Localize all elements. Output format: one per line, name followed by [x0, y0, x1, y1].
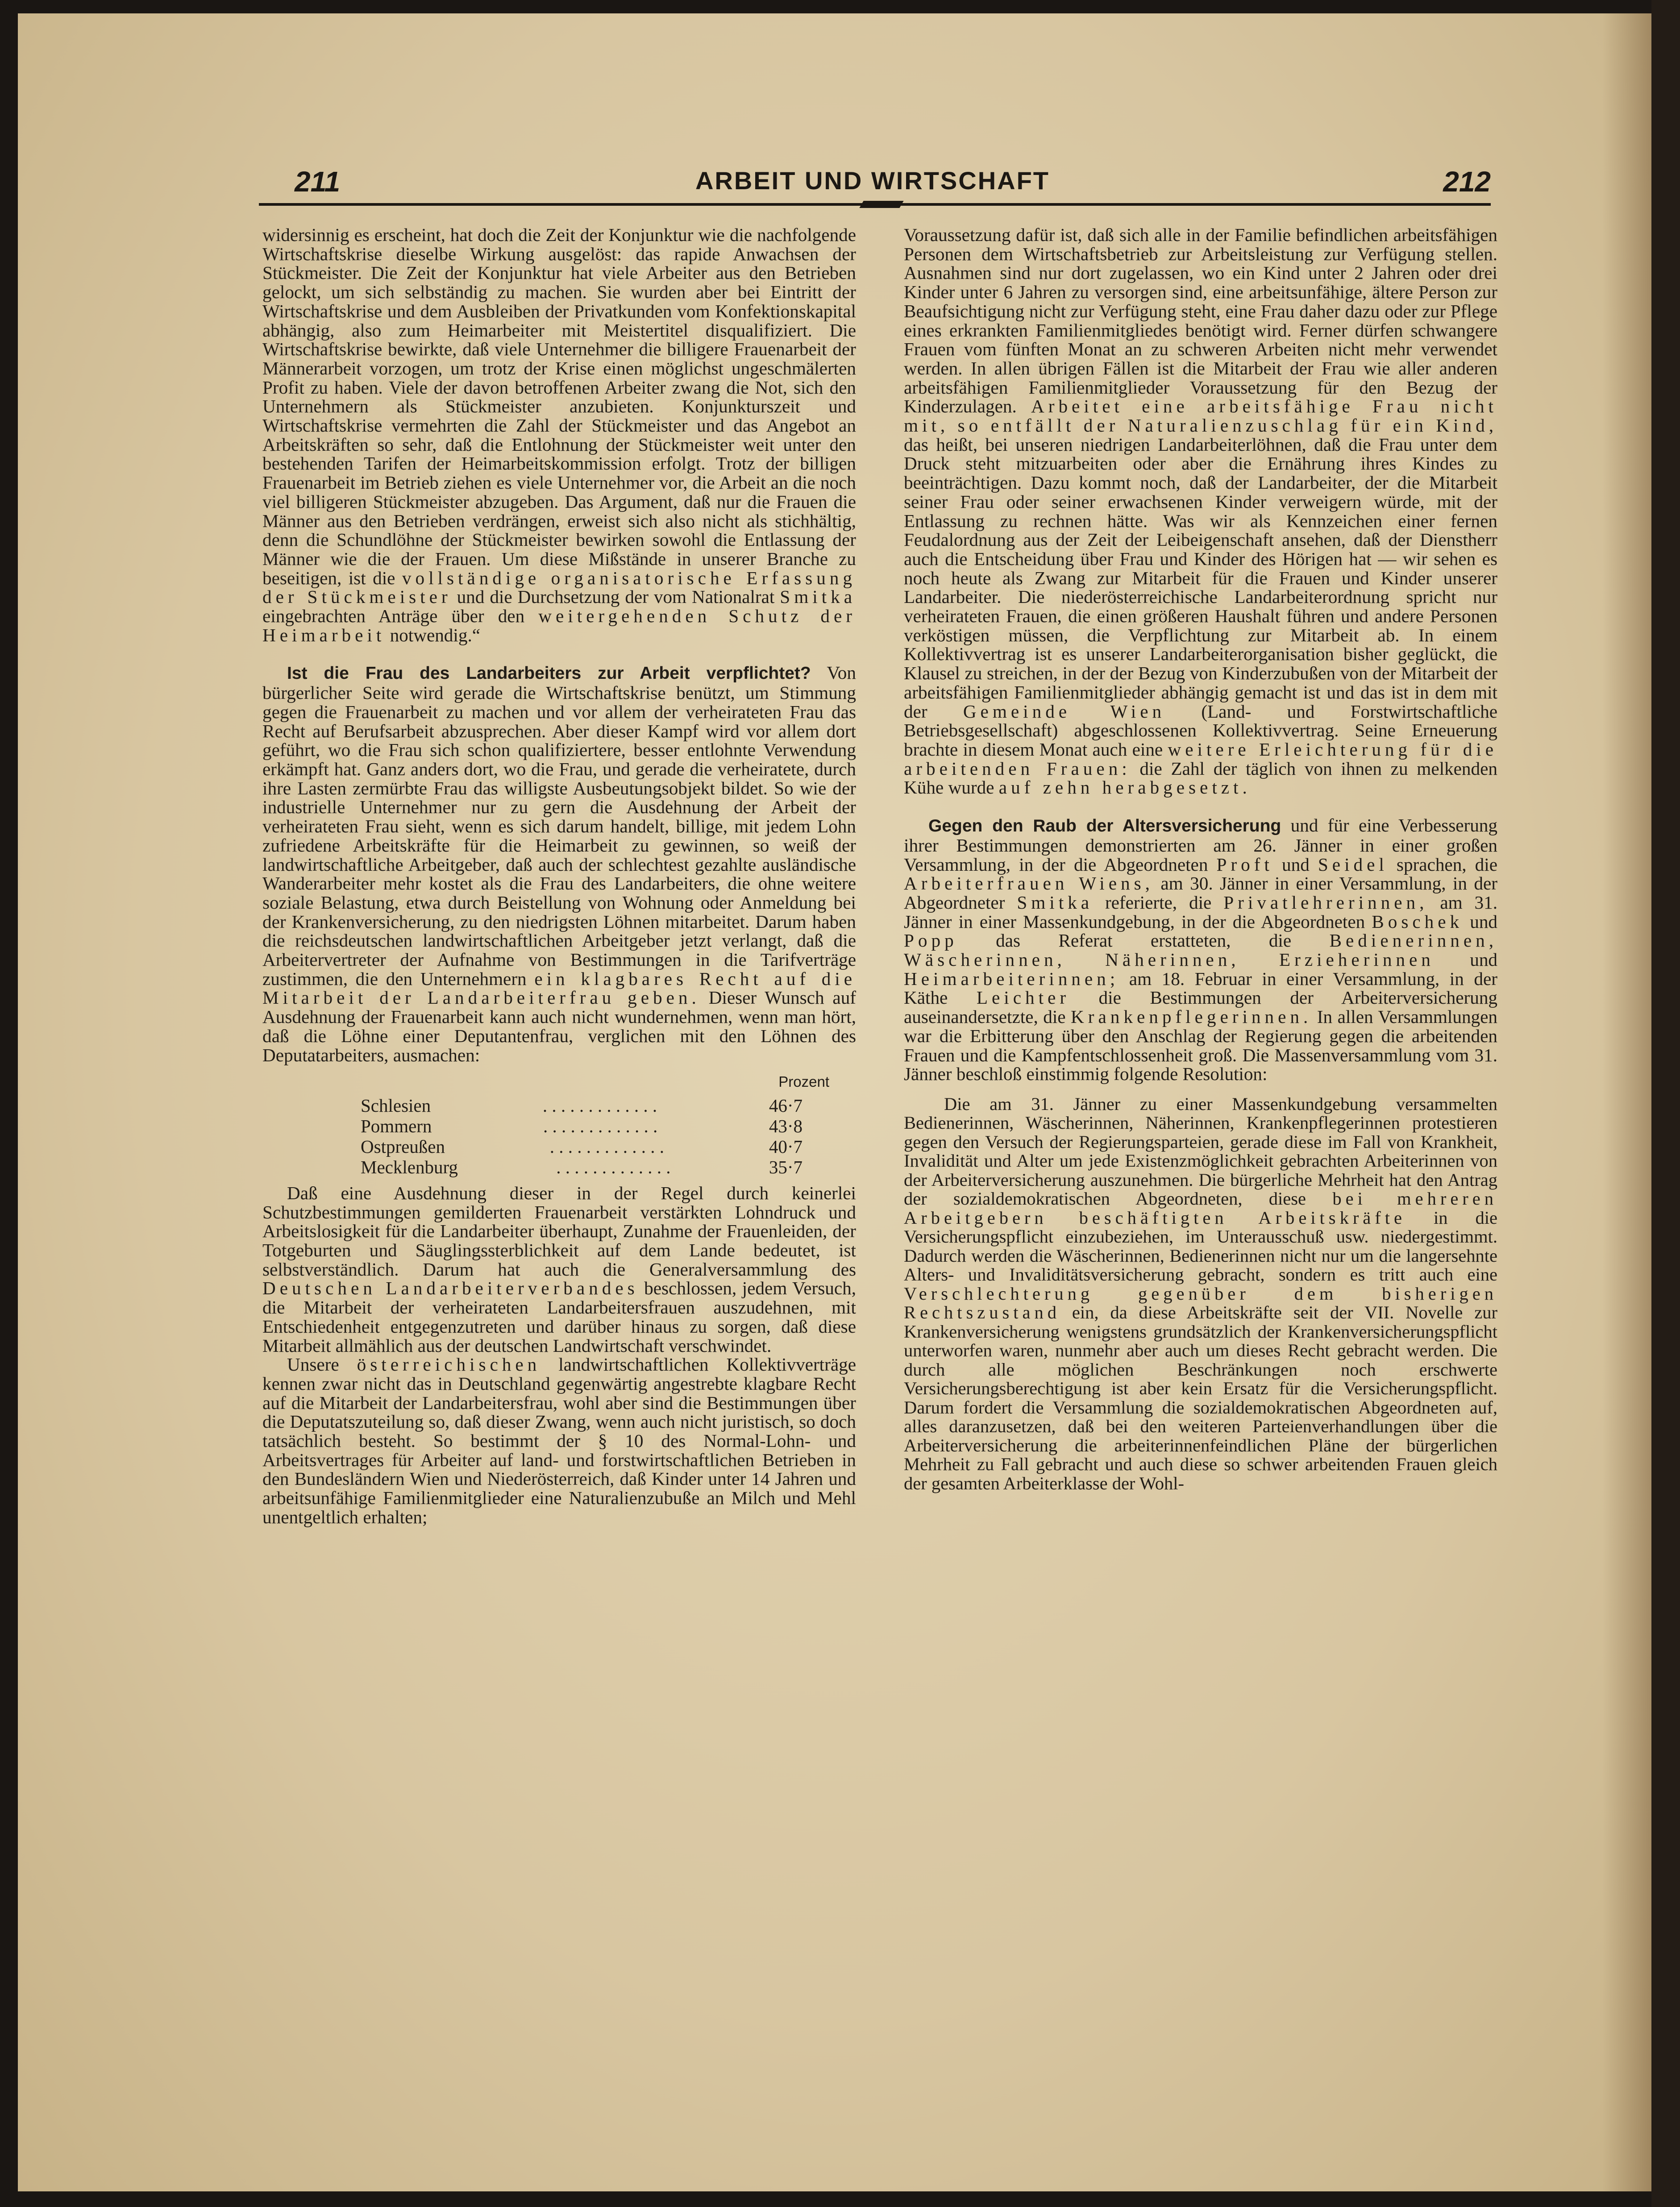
resolution-quote [904, 1095, 1497, 1493]
page-number-right: 212 [1443, 166, 1491, 198]
journal-title: ARBEIT UND WIRTSCHAFT [695, 166, 1050, 195]
paragraph: Die am 31. Jänner zu einer Massenkundgebung versammelten Bedienerinnen, Wäscherinnen, Näherinnen, Krankenpflegerinnen protestieren gegen den Versuch der Regierungsparteien, gerade diese im Fall von Krankheit, Invalidität und Alter um jede Existenzmöglichkeit gebrachten Arbeiterinnen von der Arbeiterversicherung auszunehmen. Die bürgerliche Mehrheit hat den Antrag der sozialdemokratischen Abgeordneten, diese bei mehreren Arbeitgebern beschäftigten Arbeitskräfte in die Versicherungspflicht einzubeziehen, im Unterausschuß usw. niedergestimmt. Dadurch werden die Wäscherinnen, Bedienerinnen nicht nur um die langersehnte Alters- und Invaliditätsversicherung gebracht, sondern es tritt auch eine Verschlechterung gegenüber dem bisherigen Rechtszustand ein, da diese Arbeitskräfte seit der VII. Novelle zur Krankenversicherung wenigstens grundsätzlich der Krankenversicherungspflicht unterworfen waren, nunmehr aber auch um dieses Recht gebracht werden. Die durch alle möglichen Beschränkungen noch erschwerte Versicherungsberechtigung ist aber kein Ersatz für die Versicherungspflicht. Darum fordert die Versammlung die sozialdemokratischen Abgeordneten auf, alles daranzusetzen, daß bei den weiteren Parteienverhandlungen über die Arbeiterversicherung die arbeiterinnenfeindlichen Pläne der bürgerlichen Mehrheit zu Fall gebracht und auch diese so schwer arbeitenden Frauen gleich der gesamten Arbeiterklasse der Wohl- [904, 1093, 1498, 1493]
paragraph: Gegen den Raub der Altersversicherung und für eine Verbesserung ihrer Bestimmungen demonstrierten am 26. Jänner in einer großen Versammlung, in der die Abgeordneten Proft und Seidel sprachen, die Arbeiterfrauen Wiens, am 30. Jänner in einer Versammlung, in der Abgeordneter Smitka referierte, die Privatlehrerinnen, am 31. Jänner in einer Massenkundgebung, in der die Abgeordneten Boschek und Popp das Referat erstatteten, die Bedienerinnen, Wäscherinnen, Näherinnen, Erzieherinnen und Heimarbeiterinnen; am 18. Februar in einer Versammlung, in der Käthe Leichter die Bestimmungen der Arbeiterversicherung auseinandersetzte, die Krankenpflegerinnen. In allen Versammlungen war die Erbitterung über den Anschlag der Regierung gegen die arbeitenden Frauen und die Kampfentschlossenheit groß. Die Massenversammlung vom 31. Jänner beschloß einstimmig folgende Resolution: [904, 815, 1498, 1085]
page-number-left: 211 [295, 166, 341, 198]
header-rule-ornament [859, 201, 903, 208]
paragraph: Ist die Frau des Landarbeiters zur Arbeit verpflichtet? Von bürgerlicher Seite wird gerade die Wirtschaftskrise benützt, um Stimmung gegen die Frauenarbeit zu machen und vor allem der verheirateten Frau das Recht auf Berufsarbeit abzusprechen. Aber dieser Kampf wird vor allem dort geführt, wo die Frau sich schon qualifiziertere, besser entlohnte Verwendung erkämpft hat. Ganz anders dort, wo die Frau, und gerade die verheiratete, durch ihre Lasten zermürbte Frau das willigste Ausbeutungsobjekt bildet. So wie der industrielle Unternehmer nur zu gern die Ausdehnung der Arbeit der verheirateten Frau sieht, wenn es sich darum handelt, billige, mit jedem Lohn zufriedene Arbeitskräfte für die Heimarbeit zu gewinnen, so weiß der landwirtschaftliche Arbeitgeber, daß auch der schlechtest gezahlte ausländische Wanderarbeiter mehr kostet als die Frau des Landarbeiters, die ohne weitere soziale Belastung, etwa durch Beistellung von Wohnung oder Anmeldung bei der Krankenversicherung, zu den niedrigsten Löhnen mitarbeitet. Darum haben die reichsdeutschen landwirtschaftlichen Arbeitgeber jetzt verlangt, daß die Arbeitervertreter der Aufnahme von Bestimmungen in die Tarifverträge zustimmen, die den Unternehmern ein klagbares Recht auf die Mitarbeit der Landarbeiterfrau geben. Dieser Wunsch auf Ausdehnung der Frauenarbeit kann auch nicht wundernehmen, wenn man hört, daß die Löhne einer Deputantenfrau, verglichen mit den Löhnen des Deputatarbeiters, ausmachen: [262, 662, 857, 1065]
table-row: Schlesien . . . . . . . . . . . . . 46·7 [361, 1095, 803, 1116]
paragraph: widersinnig es erscheint, hat doch die Zeit der Konjunktur wie die nachfolgende Wirtschaftskrise dieselbe Wirkung ausgelöst: das rapide Anwachsen der Stückmeister. Die Zeit der Konjunktur hat viele Arbeiter aus den Betrieben gelockt, um sich selbständig zu machen. Sie wurden aber bei Eintritt der Wirtschaftskrise und dem Ausbleiben der Privatkunden vom Konfektionskapital abhängig, also zum Heimarbeiter mit Meistertitel disqualifiziert. Die Wirtschaftskrise bewirkte, daß viele Unternehmer die billigere Frauenarbeit der Männerarbeit vorzogen, um trotz der Krise einen möglichst ungeschmälerten Profit zu haben. Viele der davon betroffenen Arbeiter zwang die Not, sich den Unternehmern als Stückmeister anzubieten. Konjunkturszeit und Wirtschaftskrise vermehrten die Zahl der Stückmeister und das Angebot an Arbeitskräften so sehr, daß die Entlohnung der Stückmeister weit unter den bestehenden Tarifen der Heimarbeitskommission erfolgt. Trotz der billigen Frauenarbeit im Betrieb ziehen es viele Unternehmer vor, die Arbeit an die noch viel billigeren Stückmeister abzugeben. Das Argument, daß nur die Frauen die Männer aus den Betrieben verdrängen, erweist sich also nicht als stichhältig, denn die Schundlöhne der Stückmeister bewirken sowohl die Entlassung der Männer wie die der Frauen. Um diese Mißstände in unserer Branche zu beseitigen, ist die vollständige organisatorische Erfassung der Stückmeister und die Durchsetzung der vom Nationalrat Smitka eingebrachten Anträge über den weitergehenden Schutz der Heimarbeit notwendig.“ [262, 224, 857, 645]
paragraph: Daß eine Ausdehnung dieser in der Regel durch keinerlei Schutzbestimmungen gemilderten Frauenarbeit verstärkten Lohndruck und Arbeitslosigkeit für die Landarbeiter überhaupt, Zunahme der Frauenleiden, der Totgeburten und Säuglingssterblichkeit auf dem Lande bedeutet, ist selbstverständlich. Darum hat auch die Generalversammlung des Deutschen Landarbeiterverbandes beschlossen, jedem Versuch, die Mitarbeit der verheirateten Landarbeitersfrauen auszudehnen, mit Entschiedenheit entgegenzutreten und darüber hinaus zu sorgen, daß diese Mitarbeit allmählich aus der deutschen Landwirtschaft verschwindet. [262, 1182, 857, 1356]
paragraph: Unsere österreichischen landwirtschaftlichen Kollektivverträge kennen zwar nicht das in Deutschland gegenwärtig angestrebte klagbare Recht auf die Mitarbeit der Landarbeitersfrau, wohl aber sind die Bestimmungen über die Deputatszuteilung so, daß dieser Zwang, wenn auch nicht juristisch, so doch tatsächlich besteht. So bestimmt der § 10 des Normal-Lohn- und Arbeitsvertrages für Arbeiter auf land- und forstwirtschaftlichen Betrieben in den Bundesländern Wien und Niederösterreich, daß Kinder unter 14 Jahren und arbeitsunfähige Familienmitglieder eine Naturalienzubuße an Milch und Mehl unentgeltlich erhalten; [262, 1354, 856, 1527]
scan-dark-edge [1651, 0, 1680, 2207]
table-row: Ostpreußen . . . . . . . . . . . . . 40·7 [361, 1136, 803, 1157]
section-heading: Ist die Frau des Landarbeiters zur Arbeit verpflichtet? [287, 664, 811, 683]
left-column [262, 225, 856, 1527]
right-column [904, 225, 1497, 1493]
page-edge-shadow [1602, 13, 1651, 2191]
table-row: Pommern . . . . . . . . . . . . . 43·8 [361, 1115, 803, 1136]
table-header: Prozent [778, 1073, 829, 1090]
section-heading: Gegen den Raub der Altersversicherung [928, 816, 1281, 836]
paragraph: Voraussetzung dafür ist, daß sich alle in der Familie befindlichen arbeitsfähigen Personen dem Wirtschaftsbetrieb zur Arbeitsleistung zur Verfügung stellen. Ausnahmen sind nur dort zugelassen, wo ein Kind unter 2 Jahren oder drei Kinder unter 6 Jahren zu versorgen sind, eine arbeitsunfähige, ältere Person zur Beaufsichtigung nicht zur Verfügung steht, eine Frau daher dazu oder zur Pflege eines erkrankten Familienmitgliedes benötigt wird. Ferner dürfen schwangere Frauen vom fünften Monat an zu schweren Arbeiten nicht mehr verwendet werden. In allen übrigen Fällen ist die Mitarbeit der Frau wie aller anderen arbeitsfähigen Familienmitglieder Voraussetzung für den Bezug der Kinderzulagen. Arbeitet eine arbeitsfähige Frau nicht mit, so entfällt der Naturalienzuschlag für ein Kind, das heißt, bei unseren niedrigen Landarbeiterlöhnen, daß die Frau unter dem Druck steht mitzuarbeiten oder aber die Ernährung ihres Kindes zu beeinträchtigen. Dazu kommt noch, daß der Landarbeiter, der die Mitarbeit seiner Frau oder seiner erwachsenen Kinder verweigern würde, mit der Entlassung zu rechnen hätte. Was wir als Kennzeichen einer fernen Feudalordnung aus der Zeit der Leibeigenschaft ansehen, daß der Dienstherr auch die Entscheidung über Frau und Kinder des Hörigen hat — wir sehen es noch heute als Zwang zur Mitarbeit für die Frauen und Kinder unserer Landarbeiter. Die niederösterreichische Landarbeiterordnung spricht nur verheirateten Frauen, die einen größeren Haushalt führen und andere Personen verköstigen müssen, die Verpflichtung zur Mitarbeit ab. In einem Kollektivvertrag ist es unserer Landarbeiterorganisation bisher geglückt, die Klausel zu streichen, in der der Bezug von Kinderzubußen von der Mitarbeit der arbeitsfähigen Familienmitglieder abhängig gemacht ist und das ist in dem mit der Gemeinde Wien (Land- und Forstwirtschaftliche Betriebsgesellschaft) abgeschlossenen Kollektivvertrag. Seine Erneuerung brachte in diesem Monat auch eine weitere Erleichterung für die arbeitenden Frauen: die Zahl der täglich von ihnen zu melkenden Kühe wurde auf zehn herabgesetzt. [904, 224, 1498, 798]
table-row: Mecklenburg . . . . . . . . . . . . . 35·7 [361, 1156, 803, 1177]
wage-table [361, 1095, 803, 1177]
